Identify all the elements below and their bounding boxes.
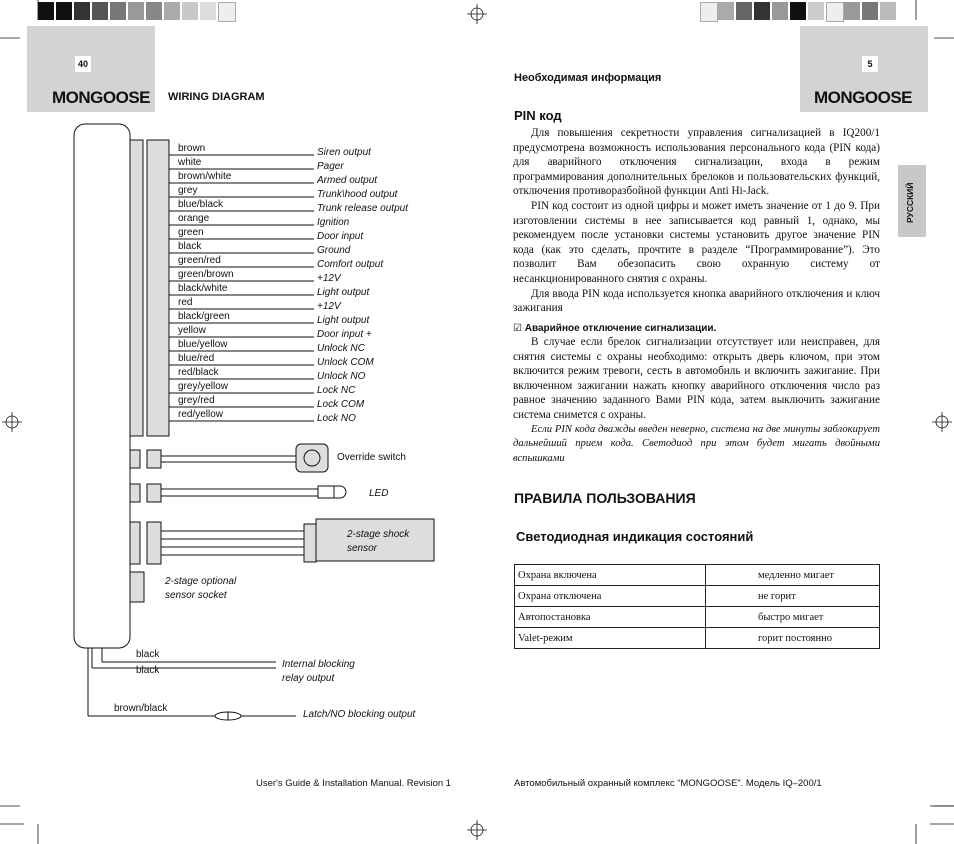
wire-color-label: brown	[178, 143, 206, 154]
optional-socket-label-line1: 2-stage optional	[165, 576, 237, 587]
wire-output-label: +12V	[317, 301, 341, 312]
black-wire-label-1: black	[136, 649, 160, 660]
wire-color-label: grey/yellow	[178, 381, 229, 392]
wire-output-label: Door input	[317, 231, 364, 242]
wire-output-label: Siren output	[317, 147, 371, 158]
emergency-title: Аварийное отключение сигнализации.	[524, 323, 717, 334]
optional-sensor-socket	[130, 572, 144, 602]
wire-output-label: Trunk release output	[317, 203, 408, 214]
brown-black-wire-label: brown/black	[114, 703, 168, 714]
wire-output-label: Ground	[317, 245, 351, 256]
wire-output-label: Light output	[317, 315, 370, 326]
wire-output-label: Unlock NC	[317, 343, 365, 354]
state-cell: Охрана включена	[515, 565, 706, 586]
right-footer: Автомобильный охранный комплекс “MONGOOSE”. Модель IQ–200/1	[514, 778, 822, 789]
state-cell: Автопостановка	[515, 607, 706, 628]
wire-color-label: orange	[178, 213, 210, 224]
wire-color-label: white	[178, 157, 202, 168]
pin-paragraph-2: PIN код состоит из одной цифры и может иметь значение от 1 до 9. При изготовлении системы в нее записывается код равный 1, однако, мы рекомендуем после установки системы установить другое значение PIN кода (как это сделать, прочтите в разделе “Программирование”). Это позволит Вам обезопасить свою охранную систему от несанкционированного снятия с охраны.	[513, 199, 880, 285]
right-page-number: 5	[862, 56, 878, 72]
led-label: LED	[369, 488, 389, 499]
state-cell: Охрана отключена	[515, 586, 706, 607]
optional-socket-label	[165, 575, 236, 603]
led-dome	[334, 486, 346, 498]
black-wire-label-2: black	[136, 665, 160, 676]
language-side-tab	[898, 165, 926, 237]
wire-color-label: blue/red	[178, 353, 215, 364]
left-page-heading: WIRING DIAGRAM	[168, 91, 265, 103]
relay-label-line1: Internal blocking	[282, 659, 355, 670]
table-row	[515, 628, 880, 649]
wire-color-label: green/red	[178, 255, 221, 266]
wire-color-label: green/brown	[178, 269, 234, 280]
wire-color-label: red	[178, 297, 193, 308]
wire-color-label: grey	[178, 185, 198, 196]
emergency-note: Если PIN кода дважды введен неверно, система на две минуты заблокирует дальнейший прием кода. Светодиод при этом будет мигать двойными вспышками	[513, 423, 880, 464]
relay-label-line2: relay output	[282, 673, 335, 684]
wire-color-label: brown/white	[178, 171, 232, 182]
wire-color-label: green	[178, 227, 204, 238]
right-logo: MONGOOSE	[814, 88, 913, 107]
wire-output-label: Ignition	[317, 217, 350, 228]
led-body	[318, 486, 334, 498]
wire-output-label: Comfort output	[317, 259, 384, 270]
shock-sensor-label	[347, 528, 409, 556]
shock-sensor-label-line1: 2-stage shock	[347, 529, 410, 540]
pin-paragraph-3: Для ввода PIN кода используется кнопка аварийного отключения и ключ зажигания	[513, 287, 880, 315]
optional-socket-label-line2: sensor socket	[165, 590, 227, 601]
table-row	[515, 607, 880, 628]
override-switch-button	[304, 450, 320, 466]
wire-color-label: blue/yellow	[178, 339, 228, 350]
relay-label	[282, 658, 355, 686]
latch-output-label: Latch/NO blocking output	[303, 709, 416, 720]
wire-color-label: black/white	[178, 283, 228, 294]
emergency-paragraph: В случае если брелок сигнализации отсутствует или неисправен, для снятия системы с охраны необходимо: открыть дверь ключом, при этом включится режим тревоги, сесть в автомобиль и включить зажигание. При включенном зажигании нажать кнопку аварийного отключения число раз равное значению заданного Вами PIN кода, затем выключить зажигание система снимется с охраны.	[513, 336, 880, 421]
left-footer: User's Guide & Installation Manual. Revision 1	[256, 778, 452, 789]
wire-color-label: blue/black	[178, 199, 224, 210]
wire-output-label: Door input +	[317, 329, 372, 340]
pin-paragraph-1: Для повышения секретности управления сигнализацией в IQ200/1 предусмотрена возможность использования персонального кода (PIN кода) для аварийного отключения сигнализации, входа в режим программирования дополнительных брелоков и пользовательских функций, отключения противоразбойной функции Anti Hi-Jack.	[513, 127, 880, 198]
wire-color-label: black/green	[178, 311, 230, 322]
emergency-heading	[513, 323, 716, 334]
led-cell: быстро мигает	[706, 607, 880, 628]
wire-output-label: +12V	[317, 273, 341, 284]
shock-sensor-label-line2: sensor	[347, 543, 378, 554]
led-cell: медленно мигает	[706, 565, 880, 586]
section-header: Необходимая информация	[514, 72, 662, 84]
wire-color-label: grey/red	[178, 395, 215, 406]
left-logo: MONGOOSE	[52, 88, 151, 107]
wire-output-label: Lock NO	[317, 413, 356, 424]
wire-output-label: Armed output	[317, 175, 378, 186]
wire-output-label: Unlock COM	[317, 357, 374, 368]
led-cell: горит постоянно	[706, 628, 880, 649]
status-table	[514, 564, 880, 649]
wire-color-label: black	[178, 241, 202, 252]
table-row	[515, 586, 880, 607]
pin-title: PIN код	[514, 108, 562, 123]
control-unit	[74, 124, 130, 648]
table-row	[515, 565, 880, 586]
wire-output-label: Light output	[317, 287, 370, 298]
wire-output-label: Trunk\hood output	[317, 189, 398, 200]
override-switch-label: Override switch	[337, 452, 406, 463]
wire-output-label: Unlock NO	[317, 371, 366, 382]
main-connector-inner	[130, 140, 143, 436]
wire-output-label: Pager	[317, 161, 344, 172]
led-indication-title: Светодиодная индикация состояний	[516, 529, 754, 544]
main-connector-outer	[147, 140, 169, 436]
wire-output-label: Lock COM	[317, 399, 365, 410]
pin-body	[513, 126, 880, 316]
rules-title: ПРАВИЛА ПОЛЬЗОВАНИЯ	[514, 490, 696, 506]
left-page-number: 40	[75, 56, 91, 72]
led-cell: не горит	[706, 586, 880, 607]
language-side-tab-label: РУССКИЙ	[905, 182, 915, 223]
emergency-body	[513, 335, 880, 466]
registration-mark-right	[932, 412, 952, 432]
wire-color-label: red/black	[178, 367, 219, 378]
checkbox-icon: ☑	[513, 323, 522, 334]
wire-output-label: Lock NC	[317, 385, 356, 396]
wire-color-label: red/yellow	[178, 409, 224, 420]
state-cell: Valet-режим	[515, 628, 706, 649]
wire-color-label: yellow	[178, 325, 206, 336]
